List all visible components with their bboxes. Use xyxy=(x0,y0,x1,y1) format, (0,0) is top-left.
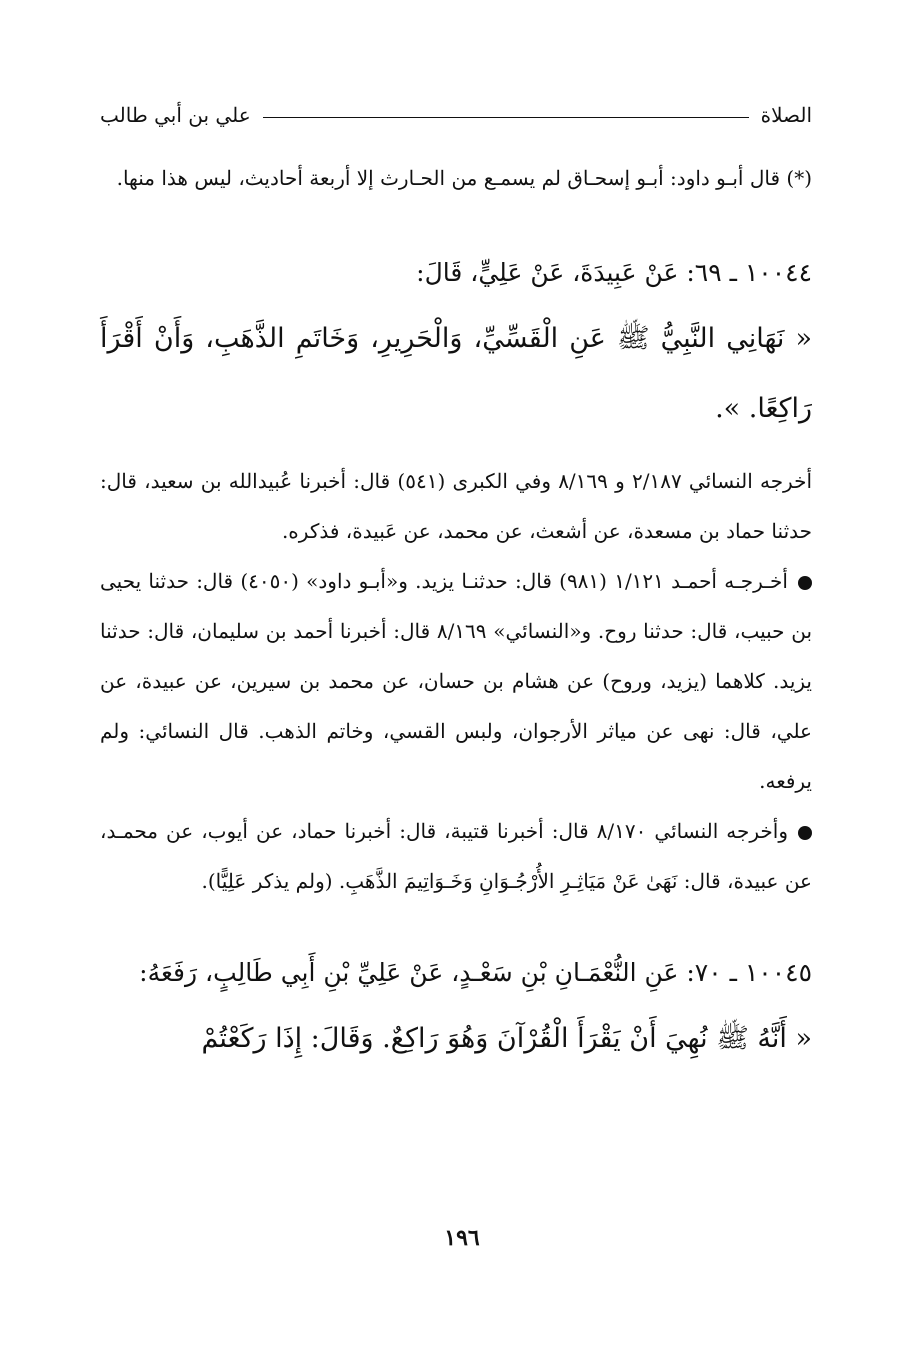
hadith-2-heading: ١٠٠٤٥ ـ ٧٠: عَنِ النُّعْمَـانِ بْنِ سَعْـدٍ، عَنْ عَلِيِّ بْنِ أَبِي طَالِبٍ، رَفَعَهُ: xyxy=(139,958,812,987)
running-header xyxy=(100,100,812,130)
hadith-1-matn: « نَهَانِي النَّبِيُّ ﷺ عَنِ الْقَسِّيِّ، وَالْحَرِيرِ، وَخَاتَمِ الذَّهَبِ، وَأَنْ أَقْرَأَ رَاكِعًا. ». xyxy=(100,323,812,424)
takhrij-paragraph-2 xyxy=(100,556,812,806)
hadith-2-matn: « أَنَّهُ ﷺ نُهِيَ أَنْ يَقْرَأَ الْقُرْآنَ وَهُوَ رَاكِعٌ. وَقَالَ: إِذَا رَكَعْتُمْ xyxy=(201,1023,812,1054)
takhrij-text: أخـرجـه أحمـد ١/١٢١ (٩٨١) قال: حدثنـا يزيد. و«أبـو داود» (٤٠٥٠) قال: حدثنا يحيى بن حبيب، قال: حدثنا روح. و«النسائي» ٨/١٦٩ قال: أخبرنا أحمد بن سليمان، قال: حدثنا يزيد. كلاهما (يزيد، وروح) عن هشام بن حسان، عن محمد بن سيرين، عن عبيدة، عن علي، قال: نهى عن مياثر الأرجوان، ولبس القسي، وخاتم الذهب. قال النسائي: ولم يرفعه. xyxy=(100,569,813,793)
book-title: علي بن أبي طالب xyxy=(100,103,251,127)
takhrij-section xyxy=(100,456,812,906)
header-rule xyxy=(263,117,749,118)
section-title: الصلاة xyxy=(760,103,812,127)
takhrij-text: وأخرجه النسائي ٨/١٧٠ قال: أخبرنا قتيبة، قال: أخبرنا حماد، عن أيوب، عن محمـد، عن عبيدة، قال: نَهَىٰ عَنْ مَيَاثِـرِ الأُرْجُـوَانِ وَخَـوَاتِيمَ الذَّهَبِ. (ولم يذكر عَلِيًّا). xyxy=(100,819,812,893)
bullet-icon xyxy=(798,826,812,840)
bullet-icon xyxy=(798,576,812,590)
hadith-1 xyxy=(100,242,812,444)
takhrij-paragraph-1 xyxy=(100,456,812,556)
hadith-1-heading: ١٠٠٤٤ ـ ٦٩: عَنْ عَبِيدَةَ، عَنْ عَلِيٍّ، قَالَ: xyxy=(416,258,812,287)
takhrij-text: أخرجه النسائي ٢/١٨٧ و ٨/١٦٩ وفي الكبرى (٥٤١) قال: أخبرنا عُبيدالله بن سعيد، قال: حدثنا حماد بن مسعدة، عن أشعث، عن محمد، عن عَبيدة، فذكره. xyxy=(100,469,813,543)
page-number: ١٩٦ xyxy=(444,1225,480,1251)
page xyxy=(100,100,812,1348)
footnote: (*) قال أبـو داود: أبـو إسحـاق لم يسمـع من الحـارث إلا أربعة أحاديث، ليس هذا منها. xyxy=(116,166,812,190)
hadith-2 xyxy=(100,942,812,1074)
takhrij-paragraph-3 xyxy=(100,806,812,906)
